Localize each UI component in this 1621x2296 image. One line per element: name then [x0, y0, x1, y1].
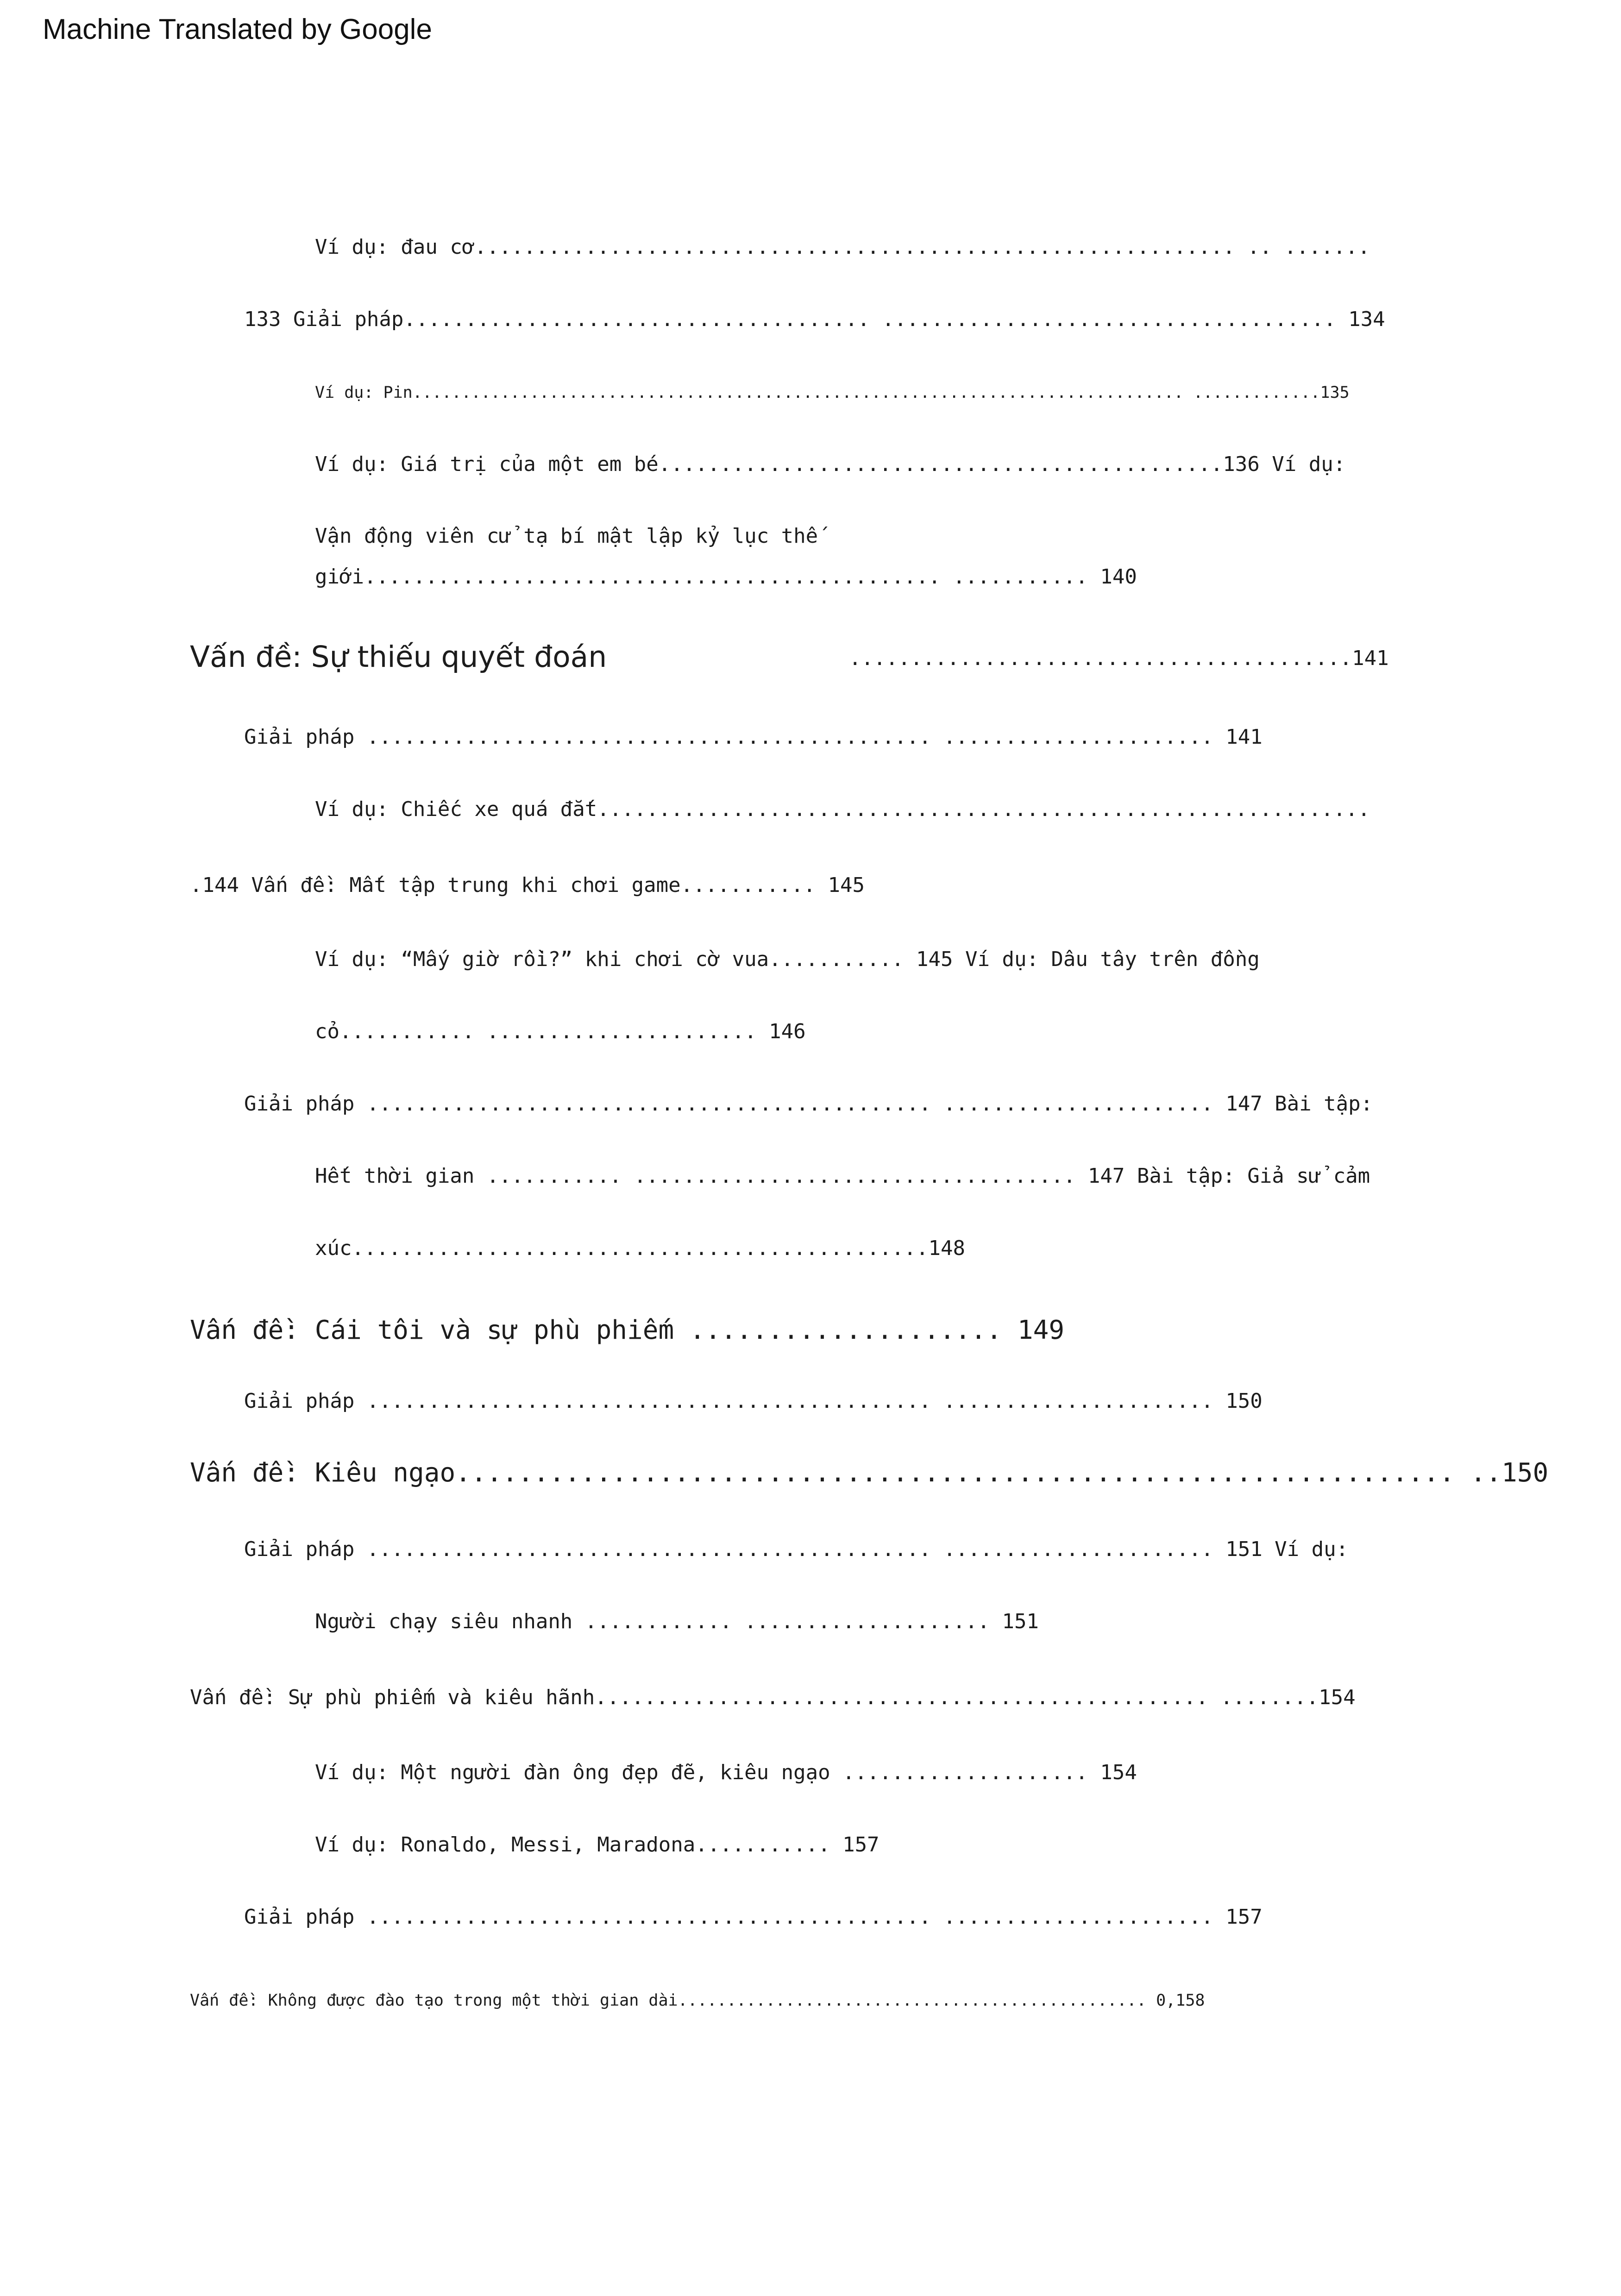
toc-entry: Giải pháp .............................................. ...................... 150: [244, 1389, 1263, 1413]
toc-heading: Vấn đề: Sự thiếu quyết đoán: [190, 640, 607, 674]
toc-entry: Người chạy siêu nhanh ............ .................... 151: [315, 1610, 1039, 1633]
toc-heading: Vấn đề: Cái tôi và sự phù phiếm .................... 149: [190, 1315, 1065, 1345]
toc-entry: .144 Vấn đề: Mất tập trung khi chơi game........... 145: [190, 873, 865, 897]
toc-heading: Vấn đề: Không được đào tạo trong một thời gian dài................................................ 0,158: [190, 1991, 1205, 2010]
toc-heading-leader: .........................................141: [849, 646, 1389, 670]
machine-translation-banner: Machine Translated by Google: [43, 13, 432, 45]
toc-entry: xúc...............................................148: [315, 1236, 965, 1260]
toc-entry: Giải pháp .............................................. ...................... 157: [244, 1905, 1263, 1929]
toc-entry: cỏ........... ...................... 146: [315, 1020, 806, 1043]
toc-entry: Ví dụ: Pin............................................................................... .............135: [315, 383, 1350, 402]
toc-entry: Ví dụ: Một người đàn ông đẹp đẽ, kiêu ngạo .................... 154: [315, 1761, 1137, 1784]
toc-entry: Ví dụ: Giá trị của một em bé..............................................136 Ví dụ:: [315, 452, 1346, 476]
toc-entry: Hết thời gian ........... .................................... 147 Bài tập: Giả sử cảm: [315, 1164, 1370, 1188]
toc-entry: Ví dụ: Ronaldo, Messi, Maradona........... 157: [315, 1833, 880, 1857]
toc-entry: 133 Giải pháp...................................... ..................................... 134: [244, 307, 1385, 331]
toc-entry: Vận động viên cử tạ bí mật lập kỷ lục thế: [315, 524, 818, 548]
toc-entry: Ví dụ: Chiếc xe quá đắt...............................................................: [315, 797, 1370, 821]
toc-heading: Vấn đề: Kiêu ngạo................................................................ ..150: [190, 1458, 1549, 1488]
toc-entry: Giải pháp .............................................. ...................... 147 Bài tập:: [244, 1092, 1373, 1116]
toc-entry: Ví dụ: “Mấy giờ rồi?” khi chơi cờ vua........... 145 Ví dụ: Dâu tây trên đồng: [315, 947, 1260, 971]
toc-entry: Giải pháp .............................................. ...................... 141: [244, 725, 1263, 749]
toc-heading: Vấn đề: Sự phù phiếm và kiêu hãnh.................................................. ........154: [190, 1686, 1356, 1709]
toc-entry: Ví dụ: đau cơ.............................................................. .. .......: [315, 235, 1370, 259]
toc-entry: giới............................................... ........... 140: [315, 565, 1137, 589]
toc-entry: Giải pháp .............................................. ...................... 151 Ví dụ:: [244, 1537, 1349, 1561]
